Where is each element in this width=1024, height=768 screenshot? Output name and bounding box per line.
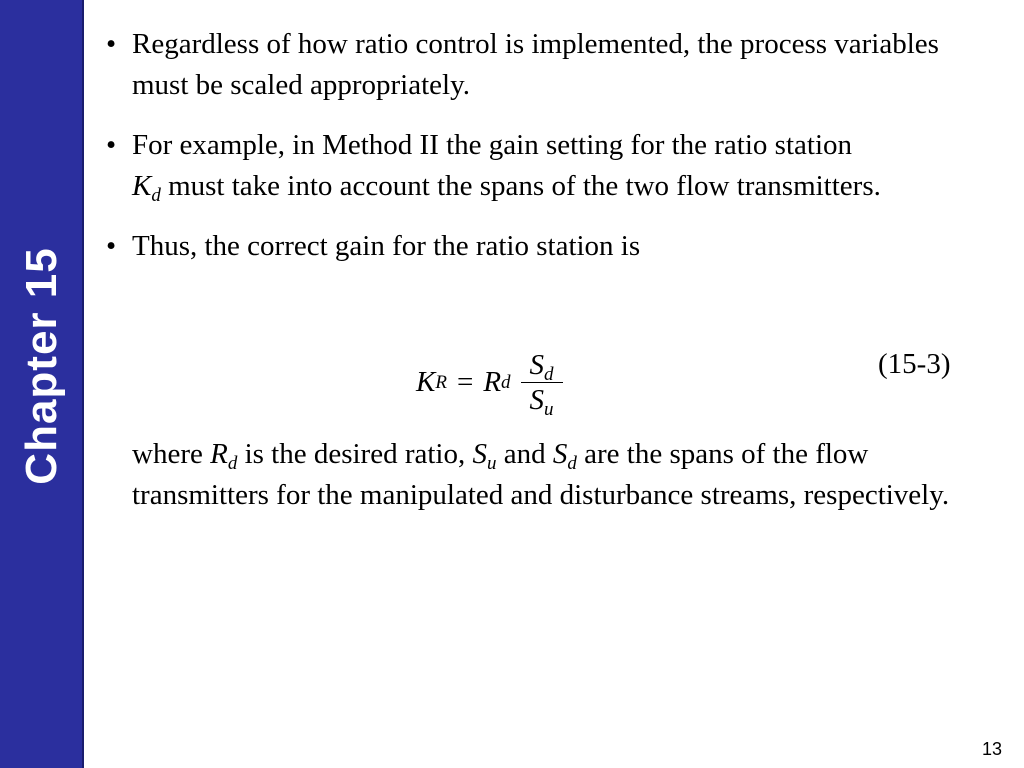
bullet-item xyxy=(106,125,991,207)
eq-numerator xyxy=(526,348,558,385)
slide-content xyxy=(106,24,991,286)
bullet-dot: • xyxy=(106,129,117,161)
where-text-1: where xyxy=(132,438,211,470)
equation-15-3: K R = R d $\frac{S_d}{S_u}$ xyxy=(416,348,563,417)
eq-fraction xyxy=(521,348,563,420)
subscript-d: d xyxy=(151,185,161,206)
bullet-text: Thus, the correct gain for the ratio station is xyxy=(132,230,641,262)
eq-equals: = xyxy=(456,366,474,398)
eq-lhs-var: K xyxy=(416,366,436,398)
eq-den-sub: u xyxy=(544,399,554,420)
where-var-s: S xyxy=(552,438,568,470)
chapter-label: Chapter 15 xyxy=(17,247,66,485)
bullet-item xyxy=(106,24,991,106)
bullet-item xyxy=(106,226,991,267)
eq-num-var: S xyxy=(529,349,545,381)
equation-number: (15-3) xyxy=(878,348,951,380)
where-var-s: S xyxy=(472,438,487,470)
bullet-text: Regardless of how ratio control is implemented, the process variables must be scaled appropriately. xyxy=(132,28,939,101)
page-number: 13 xyxy=(981,739,1002,759)
eq-rhs-var: R xyxy=(483,366,502,398)
where-sub-d: d xyxy=(227,453,238,474)
eq-den-var: S xyxy=(529,384,545,416)
bullet-text-post: must take into account the spans of the two flow transmitters. xyxy=(160,170,881,202)
eq-denominator xyxy=(526,383,558,420)
bullet-text-pre: For example, in Method II the gain setting for the ratio station xyxy=(132,129,853,161)
where-text-4: are the spans of the flow transmitters for the manipulated and disturbance streams, respectively. xyxy=(132,438,950,511)
eq-num-sub: d xyxy=(544,364,554,385)
where-text-3: and xyxy=(496,438,553,470)
where-text-2: is the desired ratio, xyxy=(237,438,473,470)
chapter-sidebar xyxy=(0,0,84,768)
bullet-dot: • xyxy=(106,28,117,60)
bullet-dot: • xyxy=(106,230,117,262)
where-var-r: R xyxy=(210,438,228,470)
where-sub-u: u xyxy=(486,453,497,474)
where-explanation xyxy=(132,434,992,516)
variable-k: K xyxy=(132,170,152,202)
bullet-text xyxy=(132,125,991,207)
where-sub-d: d xyxy=(567,453,577,474)
